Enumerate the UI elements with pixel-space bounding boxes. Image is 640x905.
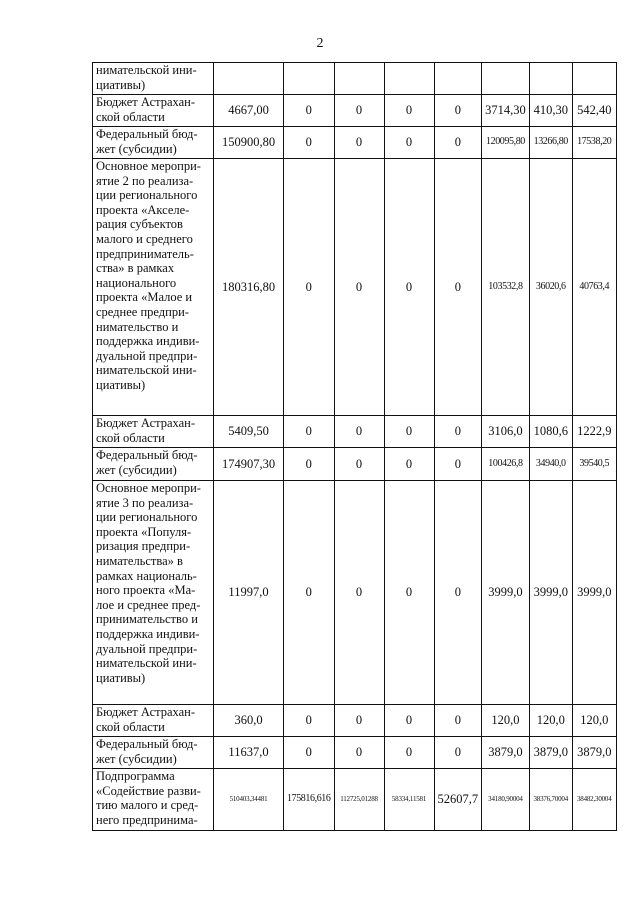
value-cell: 0 [384,481,434,705]
value-cell: 34180,90004 [482,769,530,831]
table-row [93,127,617,159]
value-cell: 3879,0 [529,737,572,769]
value-cell: 120095,80 [482,127,530,159]
row-label: нимательской ини- циативы) [93,63,214,95]
value-cell: 0 [384,737,434,769]
value-cell: 58334,11581 [384,769,434,831]
value-cell: 34940,0 [529,448,572,481]
value-cell: 3106,0 [482,416,530,448]
value-cell: 0 [284,705,335,737]
value-cell: 0 [334,737,384,769]
table-row [93,63,617,95]
value-cell: 3999,0 [482,481,530,705]
table-row [93,481,617,705]
value-cell: 0 [334,448,384,481]
value-cell: 0 [434,416,482,448]
value-cell: 0 [334,416,384,448]
value-cell [572,63,616,95]
value-cell: 11637,0 [214,737,284,769]
value-cell: 0 [284,127,335,159]
value-cell: 0 [434,705,482,737]
value-cell: 4667,00 [214,95,284,127]
value-cell: 542,40 [572,95,616,127]
value-cell: 0 [384,705,434,737]
value-cell: 150900,80 [214,127,284,159]
value-cell: 175816,616 [284,769,335,831]
value-cell: 5409,50 [214,416,284,448]
row-label: Основное меропри- ятие 2 по реализа- ции регионального проекта «Акселе- рация субъектов малого и среднего предприниматель- ства» в рамках национального проекта «Малое и среднее предпри- нимательство и поддержка индиви- дуальной предпри- нимательской ини- циативы) [93,159,214,416]
value-cell: 0 [434,448,482,481]
value-cell: 0 [284,448,335,481]
row-label: Федеральный бюд- жет (субсидии) [93,127,214,159]
row-label: Подпрограмма «Содействие разви- тию малого и сред- него предпринима- [93,769,214,831]
value-cell: 103532,8 [482,159,530,416]
value-cell [284,63,335,95]
value-cell: 120,0 [482,705,530,737]
budget-table [92,62,617,831]
value-cell: 0 [334,159,384,416]
value-cell: 0 [334,127,384,159]
value-cell [482,63,530,95]
value-cell [434,63,482,95]
row-label: Бюджет Астрахан- ской области [93,705,214,737]
value-cell: 38376,70004 [529,769,572,831]
value-cell: 3879,0 [572,737,616,769]
table-row [93,448,617,481]
value-cell: 0 [384,159,434,416]
value-cell: 0 [284,481,335,705]
value-cell: 0 [434,159,482,416]
value-cell: 1080,6 [529,416,572,448]
value-cell [214,63,284,95]
value-cell: 0 [334,95,384,127]
row-label: Федеральный бюд- жет (субсидии) [93,737,214,769]
value-cell: 0 [384,448,434,481]
value-cell [529,63,572,95]
value-cell: 39540,5 [572,448,616,481]
value-cell: 3879,0 [482,737,530,769]
table-row [93,95,617,127]
value-cell: 0 [434,127,482,159]
value-cell: 38482,30004 [572,769,616,831]
value-cell: 112725,01288 [334,769,384,831]
table-row [93,705,617,737]
value-cell [384,63,434,95]
value-cell: 0 [434,737,482,769]
table-row [93,416,617,448]
value-cell: 0 [334,481,384,705]
value-cell: 0 [334,705,384,737]
value-cell: 174907,30 [214,448,284,481]
value-cell [334,63,384,95]
value-cell: 0 [284,416,335,448]
page-number: 2 [316,36,324,51]
value-cell: 0 [384,416,434,448]
value-cell: 0 [384,95,434,127]
row-label: Бюджет Астрахан- ской области [93,416,214,448]
value-cell: 0 [284,159,335,416]
value-cell: 36020,6 [529,159,572,416]
row-label: Бюджет Астрахан- ской области [93,95,214,127]
value-cell: 3714,30 [482,95,530,127]
value-cell: 0 [434,481,482,705]
value-cell: 120,0 [529,705,572,737]
value-cell: 0 [384,127,434,159]
value-cell: 3999,0 [529,481,572,705]
table-row [93,737,617,769]
value-cell: 0 [284,737,335,769]
value-cell: 120,0 [572,705,616,737]
value-cell: 180316,80 [214,159,284,416]
value-cell: 3999,0 [572,481,616,705]
value-cell: 17538,20 [572,127,616,159]
row-label: Федеральный бюд- жет (субсидии) [93,448,214,481]
value-cell: 0 [434,95,482,127]
table-row [93,159,617,416]
value-cell: 13266,80 [529,127,572,159]
value-cell: 52607,7 [434,769,482,831]
value-cell: 11997,0 [214,481,284,705]
row-label: Основное меропри- ятие 3 по реализа- ции регионального проекта «Популя- ризация предпри- нимательства» в рамках националь- ного проекта «Ма- лое и среднее пред- принимательство и поддержка индиви- дуальной предпри- нимательской ини- циативы) [93,481,214,705]
value-cell: 1222,9 [572,416,616,448]
value-cell: 0 [284,95,335,127]
value-cell: 410,30 [529,95,572,127]
value-cell: 360,0 [214,705,284,737]
value-cell: 40763,4 [572,159,616,416]
value-cell: 510403,34481 [214,769,284,831]
value-cell: 100426,8 [482,448,530,481]
table-row [93,769,617,831]
